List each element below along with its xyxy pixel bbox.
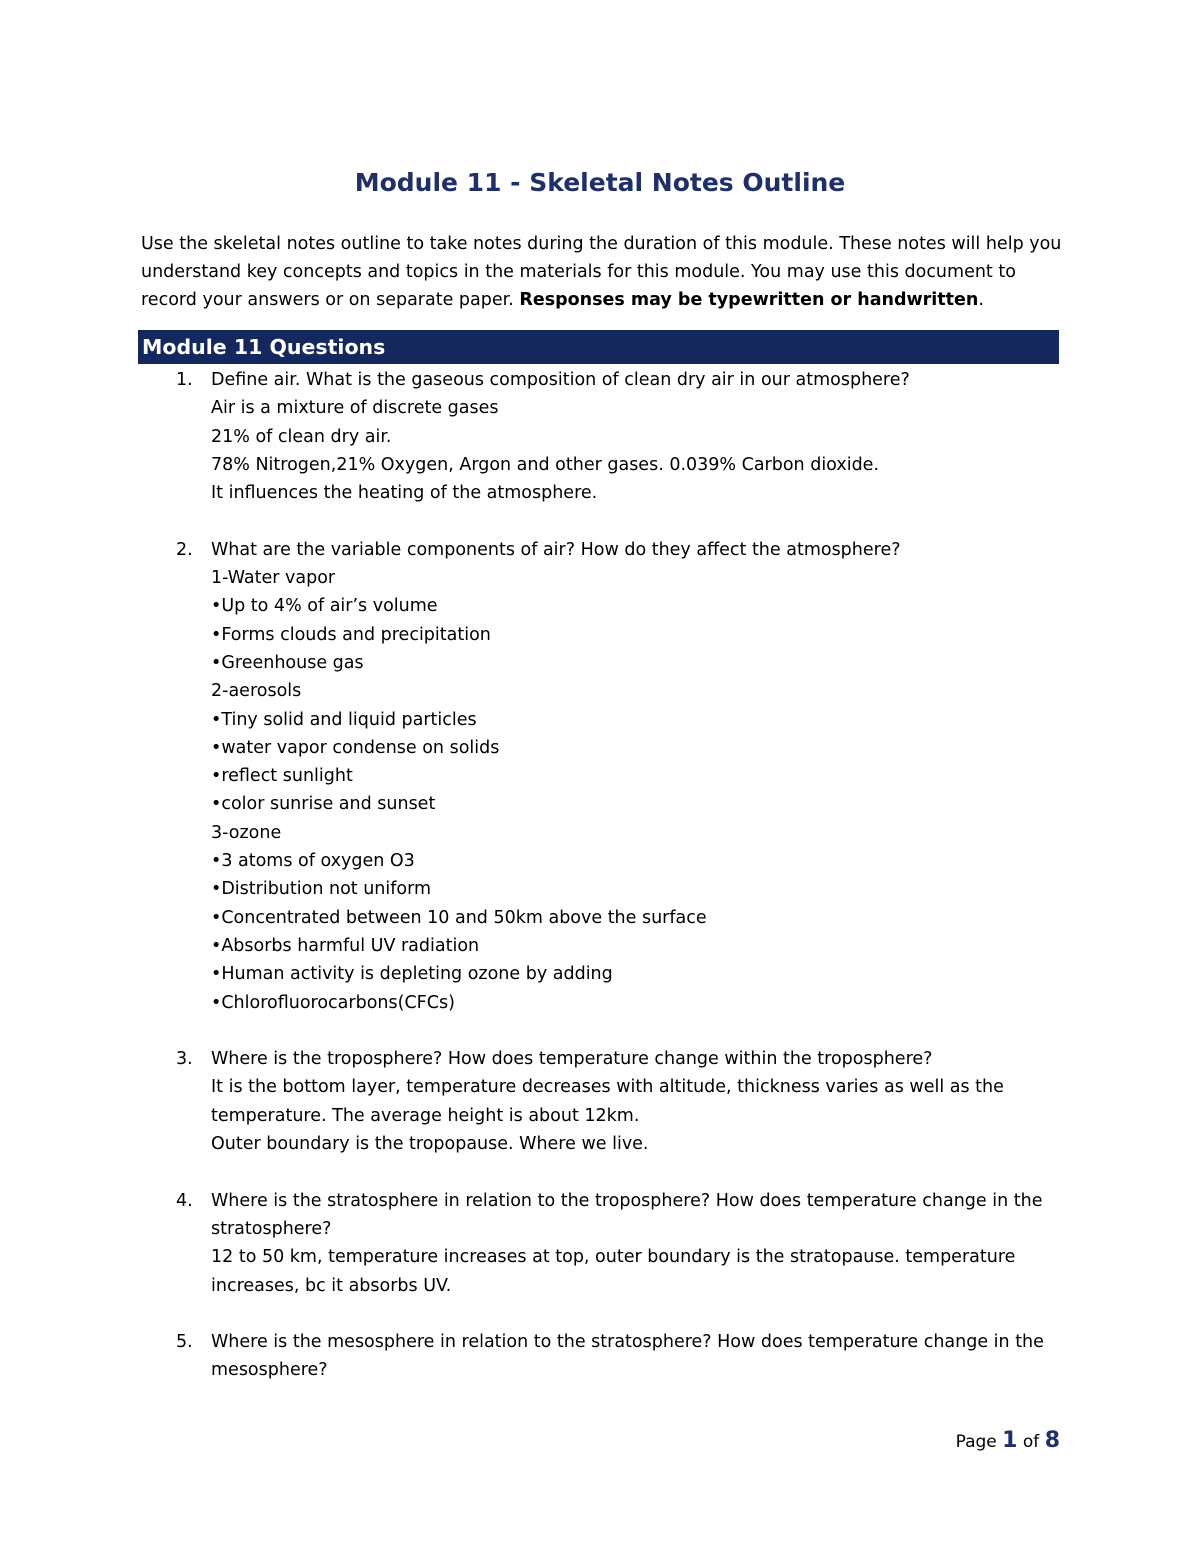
of-label: of xyxy=(1022,1432,1040,1452)
answer-line: increases, bc it absorbs UV. xyxy=(211,1275,452,1296)
answer-line: Air is a mixture of discrete gases xyxy=(211,398,499,419)
intro-text: Use the skeletal notes outline to take notes during the duration of this module. These notes will help you understand key concepts and topics in the materials for this module. You may use this document to record your answers or on separate paper. xyxy=(141,234,1062,310)
answer-line: It is the bottom layer, temperature decreases with altitude, thickness varies as well as the xyxy=(211,1077,1004,1098)
question-number: 3. xyxy=(176,1049,193,1070)
intro-paragraph xyxy=(141,230,1071,314)
answer-line: 12 to 50 km, temperature increases at top, outer boundary is the stratopause. temperature xyxy=(211,1247,1016,1268)
question-number: 2. xyxy=(176,539,193,560)
answer-line: 3-ozone xyxy=(211,822,282,843)
answer-line: •Tiny solid and liquid particles xyxy=(211,709,477,730)
question-row xyxy=(141,536,1071,564)
page-footer xyxy=(956,1428,1060,1453)
page-title: Module 11 - Skeletal Notes Outline xyxy=(354,168,846,197)
answer-line: •Chlorofluorocarbons(CFCs) xyxy=(211,992,455,1013)
answer-line: •Forms clouds and precipitation xyxy=(211,624,491,645)
answer-line: •reflect sunlight xyxy=(211,766,353,787)
intro-bold-text: Responses may be typewritten or handwritten xyxy=(519,290,979,310)
answer-line: •Human activity is depleting ozone by adding xyxy=(211,964,613,985)
question-row xyxy=(141,1187,1071,1244)
intro-end: . xyxy=(978,290,984,310)
question-text: Where is the troposphere? How does temperature change within the troposphere? xyxy=(211,1049,933,1070)
question-list xyxy=(141,366,1071,1413)
answer-block xyxy=(141,394,1071,507)
answer-line: temperature. The average height is about 12km. xyxy=(211,1105,640,1126)
question-item xyxy=(141,1328,1071,1385)
question-text: Where is the mesosphere in relation to the stratosphere? How does temperature change in the mesosphere? xyxy=(211,1332,1044,1381)
question-row xyxy=(141,1328,1071,1385)
answer-line: 1-Water vapor xyxy=(211,568,336,589)
answer-block xyxy=(141,564,1071,1017)
question-item xyxy=(141,1045,1071,1158)
question-number: 1. xyxy=(176,370,193,390)
question-row xyxy=(141,1045,1071,1073)
answer-line: •Greenhouse gas xyxy=(211,652,364,673)
answer-line: 2-aerosols xyxy=(211,681,302,702)
question-item xyxy=(141,536,1071,1017)
page-label: Page xyxy=(955,1432,997,1452)
answer-block xyxy=(141,1243,1071,1300)
answer-line: •Up to 4% of air’s volume xyxy=(211,596,438,617)
question-text: Where is the stratosphere in relation to the troposphere? How does temperature change in the stratosphere? xyxy=(211,1190,1043,1239)
question-number: 5. xyxy=(176,1332,193,1353)
answer-line: Outer boundary is the tropopause. Where we live. xyxy=(211,1134,649,1155)
page-total: 8 xyxy=(1044,1428,1060,1453)
answer-block xyxy=(141,1073,1071,1158)
answer-line: •Distribution not uniform xyxy=(211,879,432,900)
page-current: 1 xyxy=(1002,1428,1018,1453)
question-text: What are the variable components of air? How do they affect the atmosphere? xyxy=(211,539,901,560)
answer-line: •Absorbs harmful UV radiation xyxy=(211,935,480,956)
answer-line: •color sunrise and sunset xyxy=(211,794,436,815)
answer-line: •Concentrated between 10 and 50km above the surface xyxy=(211,907,707,928)
answer-line: It influences the heating of the atmosphere. xyxy=(211,483,598,504)
answer-line: •water vapor condense on solids xyxy=(211,737,500,758)
question-number: 4. xyxy=(176,1190,193,1211)
answer-line: •3 atoms of oxygen O3 xyxy=(211,851,415,872)
question-item xyxy=(141,366,1071,507)
section-heading: Module 11 Questions xyxy=(138,330,1059,364)
answer-line: 21% of clean dry air. xyxy=(211,426,392,447)
question-text: Define air. What is the gaseous composition of clean dry air in our atmosphere? xyxy=(211,370,910,390)
question-row xyxy=(141,366,1071,394)
answer-line: 78% Nitrogen,21% Oxygen, Argon and other gases. 0.039% Carbon dioxide. xyxy=(211,454,880,475)
question-item xyxy=(141,1187,1071,1300)
